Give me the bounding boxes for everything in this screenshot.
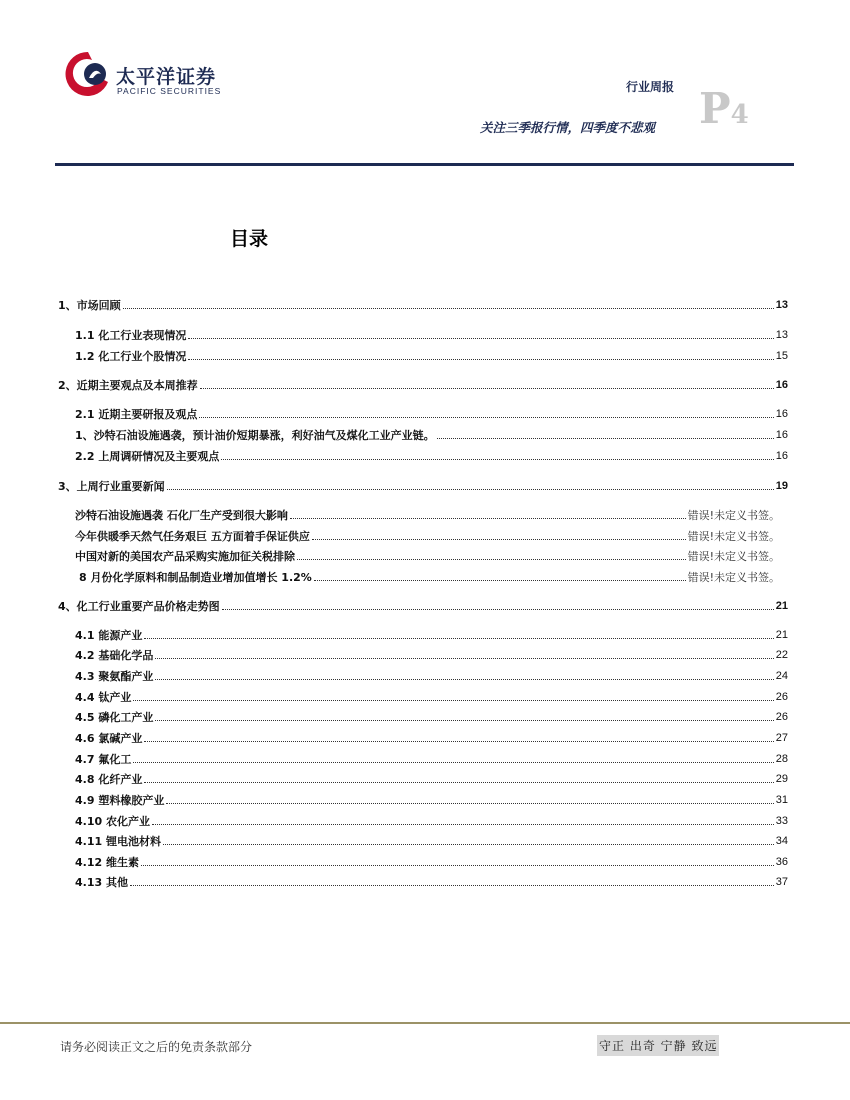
toc-entry[interactable] [75, 791, 788, 809]
toc-entry-label: 2.2 上周调研情况及主要观点 [75, 450, 220, 463]
footer-divider [0, 1022, 850, 1024]
toc-entry-page: 错误!未定义书签。 [687, 509, 780, 522]
toc-entry-page: 错误!未定义书签。 [687, 571, 780, 584]
toc-entry-label: 2.1 近期主要研报及观点 [75, 408, 198, 421]
toc-entry-label: 4.2 基础化学品 [75, 649, 154, 662]
toc-leader [312, 538, 686, 540]
toc-entry-page: 22 [775, 649, 788, 661]
toc-leader [130, 884, 774, 886]
toc-entry-page: 13 [775, 329, 788, 341]
toc-entry-page: 错误!未定义书签。 [687, 530, 780, 543]
toc-entry-label: 2、近期主要观点及本周推荐 [58, 379, 198, 392]
page-digit: 4 [730, 100, 749, 130]
toc-entry-page: 26 [775, 691, 788, 703]
toc-entry-page: 21 [775, 629, 788, 641]
toc-entry-label: 今年供暖季天然气任务艰巨 五方面着手保证供应 [75, 530, 310, 543]
toc-leader [152, 823, 774, 825]
report-title: 关注三季报行情，四季度不悲观 [480, 120, 656, 135]
toc-leader [141, 864, 774, 866]
toc-entry[interactable] [75, 347, 788, 365]
toc-entry-page: 19 [775, 480, 788, 492]
toc-entry-page: 13 [775, 299, 788, 311]
toc-entry-page: 24 [775, 670, 788, 682]
footer-disclaimer: 请务必阅读正文之后的免责条款部分 [60, 1040, 253, 1054]
toc-entry-page: 错误!未定义书签。 [687, 550, 780, 563]
toc-entry-label: 3、上周行业重要新闻 [58, 480, 165, 493]
toc-entry-page: 15 [775, 350, 788, 362]
header-divider [55, 163, 794, 166]
toc-entry-label: 4.6 氯碱产业 [75, 732, 143, 745]
toc-entry[interactable] [75, 812, 788, 830]
logo-chinese-name: 太平洋证券 [116, 66, 217, 88]
toc-leader [144, 637, 773, 639]
toc-entry[interactable] [75, 547, 780, 565]
toc-entry[interactable] [75, 750, 788, 768]
toc-entry-label: 8 月份化学原料和制品制造业增加值增长 1.2% [79, 571, 312, 584]
toc-entry-label: 1.1 化工行业表现情况 [75, 329, 187, 342]
logo-english-name: PACIFIC SECURITIES [117, 86, 222, 96]
toc-leader [167, 488, 774, 490]
toc-entry[interactable] [75, 405, 788, 423]
toc-entry-label: 4.9 塑料橡胶产业 [75, 794, 165, 807]
toc-entry-page: 21 [775, 600, 788, 612]
toc-leader [133, 699, 773, 701]
toc-leader [199, 416, 773, 418]
toc-entry-label: 4.1 能源产业 [75, 629, 143, 642]
toc-entry-label: 4.4 钛产业 [75, 691, 132, 704]
toc-entry-page: 26 [775, 711, 788, 723]
toc-entry[interactable] [75, 770, 788, 788]
toc-leader [123, 307, 774, 309]
toc-leader [133, 761, 773, 763]
toc-entry-page: 36 [775, 856, 788, 868]
toc-entry[interactable] [75, 873, 788, 891]
page-letter: P [699, 84, 731, 133]
toc-entry[interactable] [79, 568, 780, 586]
toc-entry-page: 33 [775, 815, 788, 827]
toc-entry-label: 4.10 农化产业 [75, 815, 150, 828]
toc-entry-page: 29 [775, 773, 788, 785]
toc-entry-label: 4、化工行业重要产品价格走势图 [58, 600, 220, 613]
toc-leader [221, 458, 773, 460]
toc-entry-page: 16 [775, 379, 788, 391]
toc-entry[interactable] [58, 296, 788, 314]
page-number [699, 84, 749, 133]
toc-leader [144, 781, 773, 783]
toc-entry-page: 16 [775, 429, 788, 441]
toc-leader [188, 337, 773, 339]
toc-heading: 目录 [230, 228, 269, 250]
toc-entry-label: 沙特石油设施遇袭 石化厂生产受到很大影响 [75, 509, 288, 522]
toc-entry-label: 4.13 其他 [75, 876, 128, 889]
toc-entry-page: 34 [775, 835, 788, 847]
toc-entry-label: 1、沙特石油设施遇袭，预计油价短期暴涨，利好油气及煤化工业产业链。 [75, 429, 435, 442]
toc-entry-page: 27 [775, 732, 788, 744]
toc-entry[interactable] [75, 326, 788, 344]
toc-entry-label: 4.12 维生素 [75, 856, 139, 869]
toc-entry-label: 4.3 聚氨酯产业 [75, 670, 154, 683]
footer-motto: 守正 出奇 宁静 致远 [597, 1035, 719, 1056]
toc-entry-page: 16 [775, 450, 788, 462]
toc-leader [200, 387, 774, 389]
toc-leader [163, 843, 774, 845]
toc-entry[interactable] [75, 626, 788, 644]
toc-entry[interactable] [75, 646, 788, 664]
toc-leader [166, 802, 773, 804]
toc-leader [188, 358, 773, 360]
pacific-securities-logo-icon [62, 48, 114, 100]
toc-entry-label: 4.5 磷化工产业 [75, 711, 154, 724]
toc-entry[interactable] [75, 527, 780, 545]
toc-entry[interactable] [75, 667, 788, 685]
toc-leader [437, 437, 774, 439]
toc-entry[interactable] [75, 447, 788, 465]
toc-entry[interactable] [75, 832, 788, 850]
toc-entry[interactable] [58, 597, 788, 615]
toc-entry[interactable] [75, 729, 788, 747]
toc-leader [155, 657, 773, 659]
toc-entry-label: 1、市场回顾 [58, 299, 121, 312]
toc-leader [144, 740, 773, 742]
toc-entry-label: 中国对新的美国农产品采购实施加征关税排除 [75, 550, 295, 563]
toc-entry-label: 4.7 氟化工 [75, 753, 132, 766]
toc-entry[interactable] [58, 477, 788, 495]
toc-entry[interactable] [75, 426, 788, 444]
toc-entry[interactable] [75, 506, 780, 524]
toc-entry-label: 4.8 化纤产业 [75, 773, 143, 786]
toc-leader [155, 678, 773, 680]
toc-leader [222, 608, 774, 610]
toc-entry-page: 37 [775, 876, 788, 888]
toc-leader [290, 517, 686, 519]
company-logo [62, 48, 232, 100]
toc-entry-page: 28 [775, 753, 788, 765]
toc-leader [314, 579, 686, 581]
toc-entry-page: 31 [775, 794, 788, 806]
toc-entry[interactable] [75, 688, 788, 706]
toc-entry[interactable] [58, 376, 788, 394]
toc-entry-label: 4.11 锂电池材料 [75, 835, 161, 848]
report-type: 行业周报 [626, 80, 675, 94]
toc-entry-page: 16 [775, 408, 788, 420]
toc-leader [155, 719, 773, 721]
toc-entry[interactable] [75, 853, 788, 871]
toc-entry-label: 1.2 化工行业个股情况 [75, 350, 187, 363]
toc-leader [297, 558, 686, 560]
toc-entry[interactable] [75, 708, 788, 726]
